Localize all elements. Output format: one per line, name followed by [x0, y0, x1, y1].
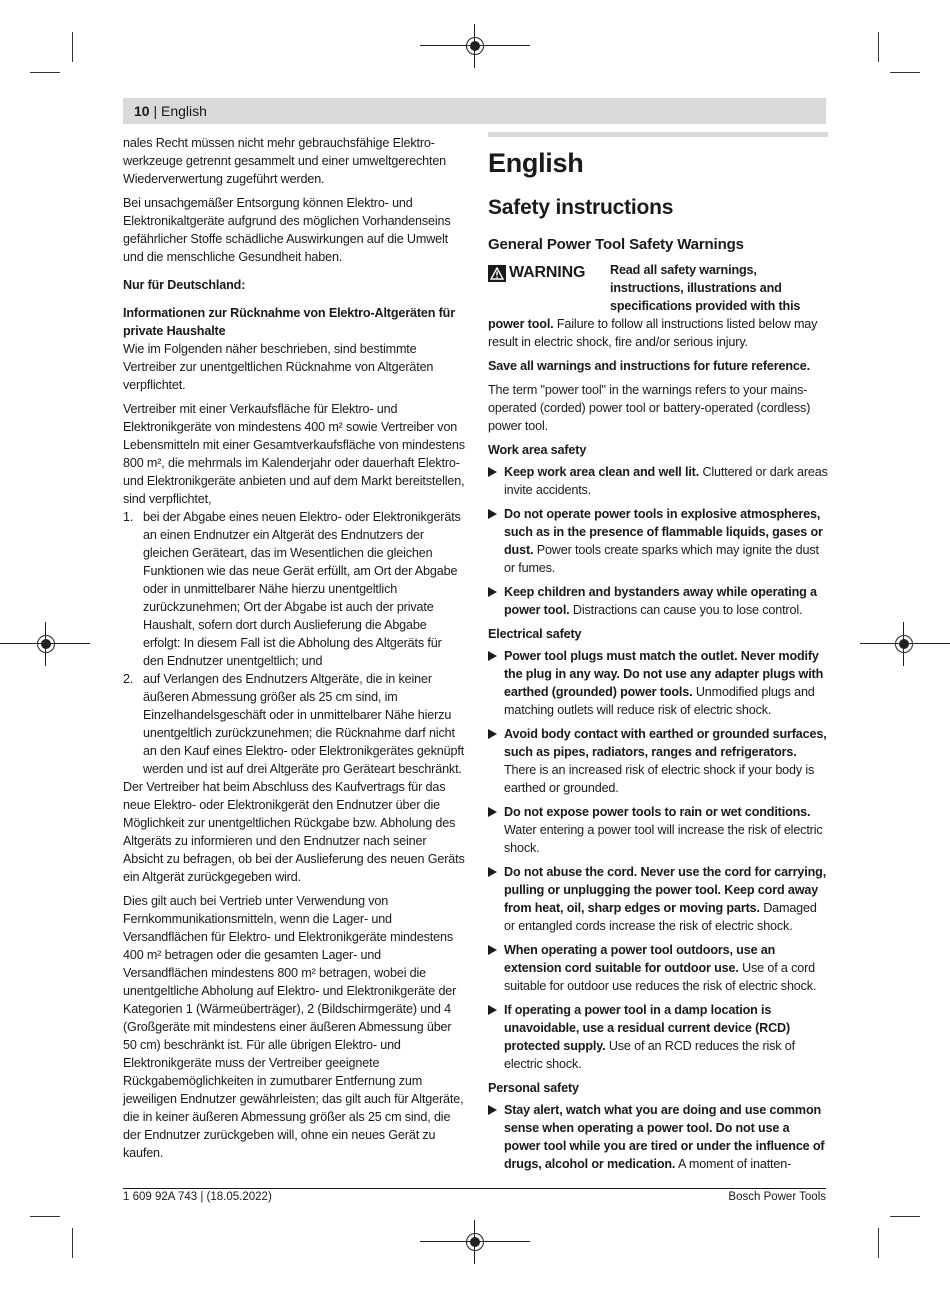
numbered-list-item [123, 508, 465, 670]
list-item-text: auf Verlangen des Endnutzers Altgeräte, die in keiner äußeren Abmessung größer als 25 cm sind, im Einzelhandelsgeschäft oder in unmittelbarer Nähe hierzu unentgeltlich zurückzunehmen; die Rücknahme darf nicht an den Kauf eines Elektro- oder Elektronikgerätes geknüpft werden und ist auf drei Altgeräte pro Geräteart beschränkt. [143, 672, 465, 776]
section-heading-germany: Nur für Deutschland: [123, 278, 246, 292]
save-instructions: Save all warnings and instructions for future reference. [488, 359, 810, 373]
registration-mark-icon [466, 37, 484, 55]
heading-electrical: Electrical safety [488, 627, 582, 641]
crop-mark [878, 1228, 879, 1258]
warning-text: Failure to follow all instructions listed below may result in electric shock, fire and/or serious injury. [488, 317, 818, 349]
list-item: Power tool plugs must match the outlet. Never modify the plug in any way. Do not use any adapter plugs with earthed (grounded) power tools. Unmodified plugs and matching outlets will reduce risk of electric shock. [488, 647, 828, 719]
list-item: Keep work area clean and well lit. Cluttered or dark areas invite accidents. [488, 463, 828, 499]
registration-line [860, 643, 950, 644]
list-item: Do not operate power tools in explosive atmospheres, such as in the presence of flammable liquids, gases or dust. Power tools create sparks which may ignite the dust or fumes. [488, 505, 828, 577]
paragraph: Dies gilt auch bei Vertrieb unter Verwendung von Fernkommunikationsmitteln, wenn die Lager- und Versandflächen für Elektro- und Elektronikgeräte mindestens 400 m² betragen oder die gesamten Lager- und Versandflächen mindestens 800 m² betragen, wobei die unentgeltliche Abholung auf Elektro- und Elektronikgeräte der Kategorien 1 (Wärmeüberträger), 2 (Bildschirmgeräte) und 4 (Großgeräte mit mindestens einer äußeren Abmessung über 50 cm) beschränkt ist. Für alle übrigen Elektro- und Elektronikgeräte muss der Vertreiber geeignete Rückgabemöglichkeiten in zumutbarer Entfernung zum jeweiligen Endnutzer gewährleisten; das gilt auch für Altgeräte, die in keiner äußeren Abmessung größer als 25 cm sind, die der Endnutzer zurückgeben will, ohne ein neues Gerät zu kaufen. [123, 894, 464, 1160]
bullet-arrow-icon [488, 467, 497, 477]
registration-mark-icon [37, 635, 55, 653]
warning-label: WARNING [488, 263, 585, 283]
crop-mark [72, 1228, 73, 1258]
bullet-arrow-icon [488, 587, 497, 597]
crop-mark [890, 1216, 920, 1217]
bullet-arrow-icon [488, 1105, 497, 1115]
footer-brand: Bosch Power Tools [728, 1191, 826, 1203]
left-column [123, 134, 465, 1168]
registration-line [420, 45, 530, 46]
bullet-arrow-icon [488, 1005, 497, 1015]
bullet-arrow-icon [488, 807, 497, 817]
registration-mark-icon [466, 1233, 484, 1251]
list-number: 2. [123, 672, 134, 686]
page-header-band [123, 98, 826, 124]
section-heading-info: Informationen zur Rücknahme von Elektro-Altgeräten für private Haushalte [123, 306, 455, 338]
heading-work-area: Work area safety [488, 443, 587, 457]
crop-mark [890, 72, 920, 73]
footer-doc-id: 1 609 92A 743 | (18.05.2022) [123, 1191, 272, 1203]
header-language: English [161, 103, 207, 119]
right-column [488, 132, 828, 1179]
bullet-arrow-icon [488, 651, 497, 661]
list-item: Stay alert, watch what you are doing and use common sense when operating a power tool. Do not use a power tool while you are tired or under the influence of drugs, alcohol or medication. A moment of inatten- [488, 1101, 828, 1173]
footer-rule [123, 1188, 826, 1189]
list-item: Keep children and bystanders away while operating a power tool. Distractions can cause you to lose control. [488, 583, 828, 619]
bullet-arrow-icon [488, 945, 497, 955]
paragraph: Vertreiber mit einer Verkaufsfläche für Elektro- und Elektronikgeräte von mindestens 400 m² sowie Vertreiber von Lebensmitteln mit einer Gesamtverkaufsfläche von mindestens 800 m², die mehrmals im Kalenderjahr oder dauerhaft Elektro- und Elektronikgeräte anbieten und auf dem Markt bereitstellen, sind verpflichtet, [123, 402, 465, 506]
page-number: 10 [134, 103, 150, 119]
warning-bold-text: Read all safety warnings, instructions, illustrations and specifications provided with this power tool. [488, 263, 801, 331]
bullet-arrow-icon [488, 867, 497, 877]
crop-mark [72, 32, 73, 62]
registration-mark-icon [895, 635, 913, 653]
paragraph: nales Recht müssen nicht mehr gebrauchsfähige Elektro-werkzeuge getrennt gesammelt und einer umweltgerechten Wiederverwertung zugeführt werden. [123, 136, 447, 186]
warning-box [488, 261, 610, 299]
header-separator: | [153, 103, 158, 119]
numbered-list-item [123, 670, 465, 778]
list-item: When operating a power tool outdoors, use an extension cord suitable for outdoor use. Use of a cord suitable for outdoor use reduces the risk of electric shock. [488, 941, 828, 995]
registration-line [420, 1241, 530, 1242]
crop-mark [30, 1216, 60, 1217]
heading-english: English [488, 148, 584, 178]
heading-safety-instructions: Safety instructions [488, 196, 674, 219]
heading-general-warnings: General Power Tool Safety Warnings [488, 236, 744, 253]
list-item: Do not expose power tools to rain or wet conditions. Water entering a power tool will increase the risk of electric shock. [488, 803, 828, 857]
registration-line [0, 643, 90, 644]
crop-mark [878, 32, 879, 62]
paragraph: Wie im Folgenden näher beschrieben, sind bestimmte Vertreiber zur unentgeltlichen Rücknahme von Altgeräten verpflichtet. [123, 342, 434, 392]
warning-block [488, 261, 828, 351]
paragraph: Der Vertreiber hat beim Abschluss des Kaufvertrags für das neue Elektro- oder Elektronikgerät den Endnutzer über die Möglichkeit zur unentgeltlichen Rückgabe bzw. Abholung des Altgeräts zu informieren und den Endnutzer nach seiner Absicht zu befragen, ob bei der Auslieferung des neuen Geräts ein Altgerät zurückgegeben wird. [123, 780, 465, 884]
list-item-text: bei der Abgabe eines neuen Elektro- oder Elektronikgeräts an einen Endnutzer ein Altgerät des Endnutzers der gleichen Geräteart, das im Wesentlichen die gleichen Funktionen wie das neue Gerät erfüllt, am Ort der Abgabe oder in unmittelbarer Nähe hierzu unentgeltlich zurückzunehmen; Ort der Abgabe ist auch der private Haushalt, sofern dort durch Auslieferung die Abgabe erfolgt: In diesem Fall ist die Abholung des Altgeräts für den Endnutzer unentgeltlich; und [143, 510, 461, 668]
bullet-arrow-icon [488, 729, 497, 739]
bullet-arrow-icon [488, 509, 497, 519]
list-item: Do not abuse the cord. Never use the cord for carrying, pulling or unplugging the power tool. Keep cord away from heat, oil, sharp edges or moving parts. Damaged or entangled cords increase the risk of electric shock. [488, 863, 828, 935]
paragraph: The term "power tool" in the warnings refers to your mains-operated (corded) power tool or battery-operated (cordless) power tool. [488, 383, 811, 433]
warning-triangle-icon [488, 265, 506, 282]
list-item: If operating a power tool in a damp location is unavoidable, use a residual current device (RCD) protected supply. Use of an RCD reduces the risk of electric shock. [488, 1001, 828, 1073]
page-header [134, 103, 207, 119]
heading-personal: Personal safety [488, 1081, 579, 1095]
paragraph: Bei unsachgemäßer Entsorgung können Elektro- und Elektronikaltgeräte aufgrund des möglichen Vorhandenseins gefährlicher Stoffe schädliche Auswirkungen auf die Umwelt und die menschliche Gesundheit haben. [123, 196, 451, 264]
list-number: 1. [123, 510, 134, 524]
crop-mark [30, 72, 60, 73]
list-item: Avoid body contact with earthed or grounded surfaces, such as pipes, radiators, ranges and refrigerators. There is an increased risk of electric shock if your body is earthed or grounded. [488, 725, 828, 797]
section-rule [488, 132, 828, 137]
